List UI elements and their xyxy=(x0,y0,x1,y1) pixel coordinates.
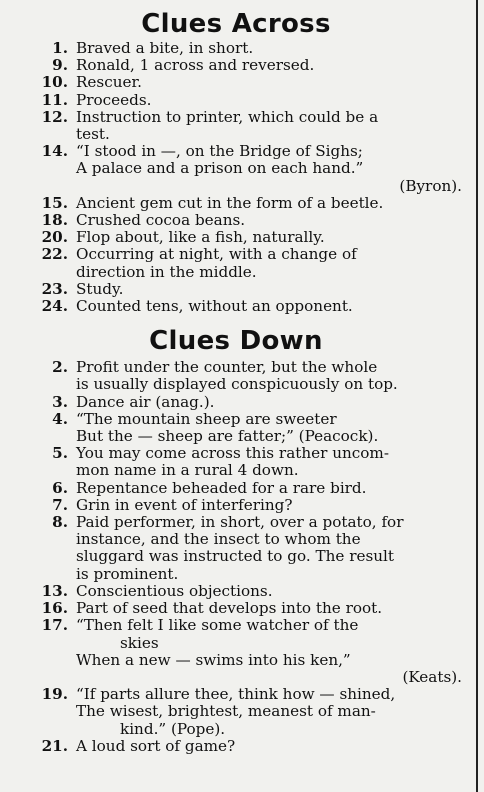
clue-text: You may come across this rather uncom- xyxy=(76,444,389,463)
clue-across-item xyxy=(0,246,484,280)
clue-across-item xyxy=(0,195,484,212)
clue-number: 6. xyxy=(52,478,68,497)
clue-down-item xyxy=(0,600,484,617)
clue-text: The wisest, brightest, meanest of man- xyxy=(76,702,376,721)
clue-across-item xyxy=(0,281,484,298)
clue-text: Rescuer. xyxy=(76,73,142,92)
clue-text: Proceeds. xyxy=(76,90,152,109)
clue-text: Grin in event of interfering? xyxy=(76,495,293,514)
clue-text: Occurring at night, with a change of xyxy=(76,245,357,264)
clue-text: test. xyxy=(76,125,110,144)
clue-text: “The mountain sheep are sweeter xyxy=(76,409,337,428)
clue-text: kind.” (Pope). xyxy=(120,719,226,738)
clue-across-item xyxy=(0,212,484,229)
clue-across-item xyxy=(0,229,484,246)
clue-text: Counted tens, without an opponent. xyxy=(76,297,353,316)
clue-number: 7. xyxy=(52,495,68,514)
clue-number: 2. xyxy=(52,358,68,377)
clue-number: 4. xyxy=(52,409,68,428)
clue-text: Part of seed that develops into the root. xyxy=(76,599,383,618)
clue-down-item xyxy=(0,359,484,393)
clue-text: Dance air (anag.). xyxy=(76,392,215,411)
clue-text: Braved a bite, in short. xyxy=(76,39,254,57)
clue-number: 11. xyxy=(41,90,68,109)
clue-text: “I stood in —, on the Bridge of Sighs; xyxy=(76,142,363,161)
clue-down-item xyxy=(0,583,484,600)
clue-number: 17. xyxy=(41,616,68,635)
clue-text: Ancient gem cut in the form of a beetle. xyxy=(76,193,384,212)
clue-text: Profit under the counter, but the whole xyxy=(76,358,378,377)
clue-text: sluggard was instructed to go. The result xyxy=(76,547,394,566)
clue-number: 15. xyxy=(41,193,68,212)
clue-text: instance, and the insect to whom the xyxy=(76,530,361,549)
clue-text: Repentance beheaded for a rare bird. xyxy=(76,478,367,497)
clue-text: skies xyxy=(120,633,159,652)
clue-down-item xyxy=(0,617,484,686)
clues-down-section xyxy=(0,323,484,755)
clue-number: 20. xyxy=(41,228,68,247)
clue-text: direction in the middle. xyxy=(76,262,257,281)
clue-number: 24. xyxy=(41,297,68,316)
clue-text: A loud sort of game? xyxy=(76,736,236,755)
clue-number: 16. xyxy=(41,599,68,618)
clue-down-item xyxy=(0,411,484,445)
clue-number: 19. xyxy=(41,685,68,704)
clue-across-item xyxy=(0,57,484,74)
clue-down-item xyxy=(0,480,484,497)
clue-across-item xyxy=(0,298,484,315)
clue-number: 5. xyxy=(52,444,68,463)
clue-number: 13. xyxy=(41,581,68,600)
clue-down-item xyxy=(0,686,484,738)
clue-text: But the — sheep are fatter;” (Peacock). xyxy=(76,427,379,446)
clue-across-item xyxy=(0,92,484,109)
clue-number: 14. xyxy=(41,142,68,161)
clue-text: Paid performer, in short, over a potato, for xyxy=(76,513,404,532)
clue-text: Ronald, 1 across and reversed. xyxy=(76,56,315,75)
clue-number: 12. xyxy=(41,107,68,126)
clue-text: Crushed cocoa beans. xyxy=(76,211,246,230)
clue-text: Conscientious objections. xyxy=(76,581,273,600)
clue-attribution: (Byron). xyxy=(399,176,462,195)
clue-number: 21. xyxy=(41,736,68,755)
clues-across-heading: Clues Across xyxy=(141,9,331,39)
clue-number: 3. xyxy=(52,392,68,411)
clues-down-list xyxy=(0,359,484,755)
clue-text: When a new — swims into his ken,” xyxy=(76,650,351,669)
clue-number: 23. xyxy=(41,279,68,298)
clue-down-item xyxy=(0,514,484,583)
clue-across-item xyxy=(0,143,484,195)
clue-number: 9. xyxy=(52,56,68,75)
clue-attribution: (Keats). xyxy=(402,667,462,686)
clue-down-item xyxy=(0,497,484,514)
clue-across-item xyxy=(0,40,484,57)
clue-text: “If parts allure thee, think how — shined, xyxy=(76,685,396,704)
clue-down-item xyxy=(0,738,484,755)
clue-number: 8. xyxy=(52,513,68,532)
clue-number: 18. xyxy=(41,211,68,230)
clue-text: “Then felt I like some watcher of the xyxy=(76,616,359,635)
clue-text: is usually displayed conspicuously on top. xyxy=(76,375,398,394)
clue-down-item xyxy=(0,394,484,411)
clues-across-list xyxy=(0,40,484,315)
clue-across-item xyxy=(0,74,484,91)
clues-across-section xyxy=(0,0,484,315)
clues-down-heading: Clues Down xyxy=(149,326,323,357)
clue-number: 22. xyxy=(41,245,68,264)
clue-text: Flop about, like a fish, naturally. xyxy=(76,228,325,247)
clue-number: 1. xyxy=(52,39,68,57)
clue-down-item xyxy=(0,445,484,479)
clue-text: Instruction to printer, which could be a xyxy=(76,107,379,126)
clue-text: is prominent. xyxy=(76,564,179,583)
clue-text: mon name in a rural 4 down. xyxy=(76,461,299,480)
clue-text: Study. xyxy=(76,279,124,298)
clue-across-item xyxy=(0,109,484,143)
clue-number: 10. xyxy=(41,73,68,92)
clue-text: A palace and a prison on each hand.” xyxy=(76,159,364,178)
